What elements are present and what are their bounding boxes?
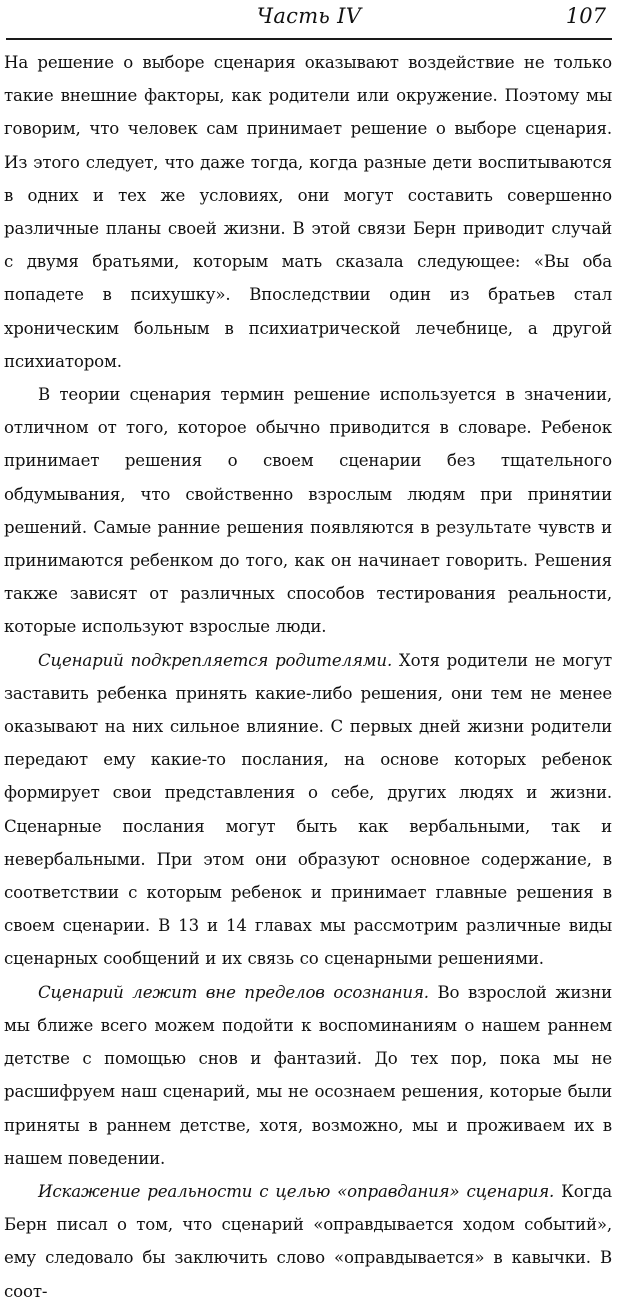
paragraph <box>4 1175 612 1308</box>
paragraph-lead: Сценарий подкрепляется родителями. <box>38 650 393 670</box>
paragraph-text: В теории сценария термин решение используется в значении, отличном от того, которое обычно приводится в словаре. Ребенок принимает решения о своем сценарии без тщательного обдумывания, что свойственно взрослым людям при принятии решений. Самые ранние решения появляются в результате чувств и принимаются ребенком до того, как он начинает говорить. Решения также зависят от различных способов тестирования реальности, которые используют взрослые люди. <box>4 385 612 637</box>
body-text <box>4 46 612 1308</box>
part-title: Часть IV <box>256 4 362 28</box>
paragraph-lead: Искажение реальности с целью «оправдания» сценария. <box>38 1181 555 1201</box>
paragraph <box>4 644 612 976</box>
paragraph-text: Во взрослой жизни мы ближе всего можем подойти к воспоминаниям о нашем раннем детстве с помощью снов и фантазий. До тех пор, пока мы не расшифруем наш сценарий, мы не осознаем решения, которые были приняты в раннем детстве, хотя, возможно, мы и проживаем их в нашем поведении. <box>4 982 612 1168</box>
page-number: 107 <box>565 4 606 28</box>
paragraph-text: Хотя родители не могут заставить ребенка принять какие-либо решения, они тем не менее оказывают на них сильное влияние. С первых дней жизни родители передают ему какие-то послания, на основе которых ребенок формирует свои представления о себе, других людях и жизни. Сценарные послания могут быть как вербальными, так и невербальными. При этом они образуют основное содержание, в соответствии с которым ребенок и принимает главные решения в своем сценарии. В 13 и 14 главах мы рассмотрим различные виды сценарных сообщений и их связь со сценарными решениями. <box>4 650 612 969</box>
paragraph-text: На решение о выборе сценария оказывают воздействие не только такие внешние факторы, как родители или окружение. Поэтому мы говорим, что человек сам принимает решение о выборе сценария. Из этого следует, что даже тогда, когда разные дети воспитываются в одних и тех же условиях, они могут составить совершенно различные планы своей жизни. В этой связи Берн приводит случай с двумя братьями, которым мать сказала следующее: «Вы оба попадете в психушку». Впоследствии один из братьев стал хроническим больным в психиатрической лечебнице, а другой психиатором. <box>4 53 612 371</box>
running-header <box>6 0 612 40</box>
paragraph-lead: Сценарий лежит вне пределов осознания. <box>38 982 429 1002</box>
paragraph <box>4 976 612 1175</box>
paragraph-text: Когда Берн писал о том, что сценарий «оправдывается ходом событий», ему следовало бы заключить слово «оправдывается» в кавычки. В соот- <box>4 1181 613 1301</box>
paragraph <box>4 378 612 644</box>
paragraph <box>4 46 612 378</box>
